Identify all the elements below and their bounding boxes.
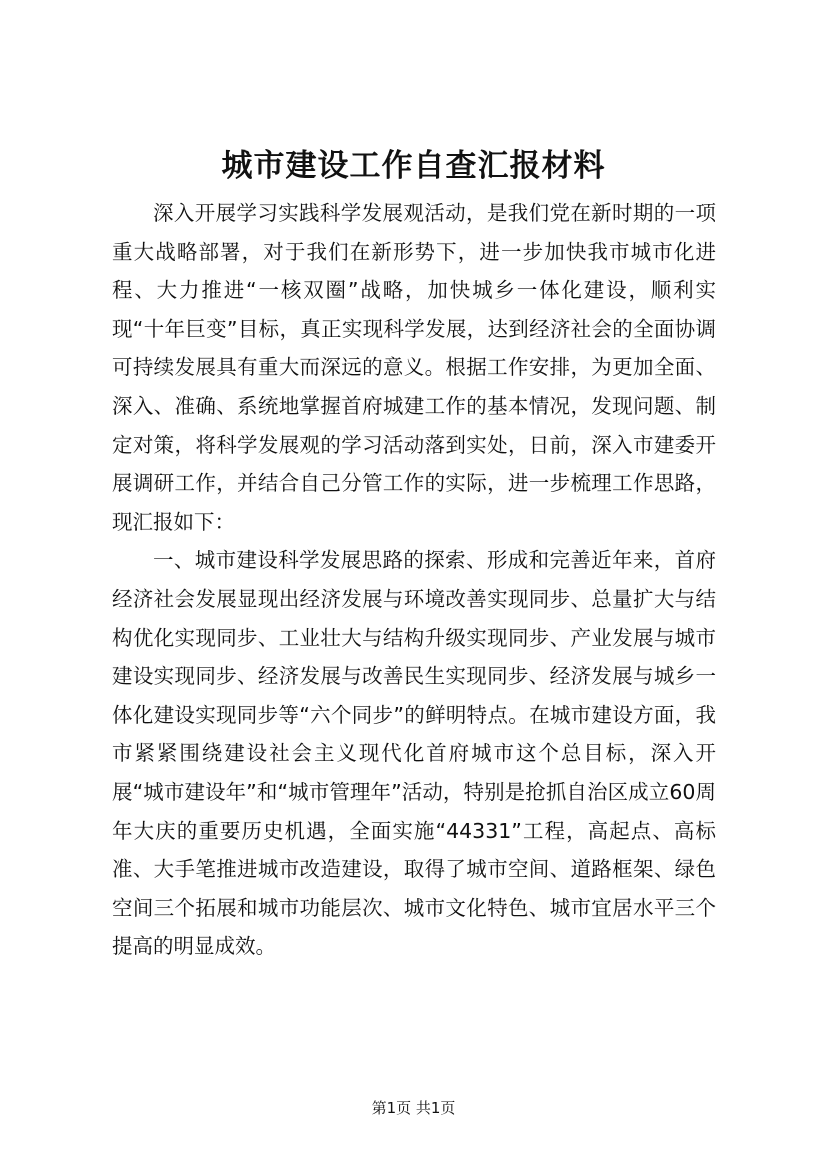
document-body [112,194,716,966]
document-title: 城市建设工作自查汇报材料 [221,148,606,184]
paragraph-section-one: 一、城市建设科学发展思路的探索、形成和完善近年来，首府经济社会发展显现出经济发展与环境改善实现同步、总量扩大与结构优化实现同步、工业壮大与结构升级实现同步、产业发展与城市建设实现同步、经济发展与改善民生实现同步、经济发展与城乡一体化建设实现同步等“六个同步”的鲜明特点。在城市建设方面，我市紧紧围绕建设社会主义现代化首府城市这个总目标，深入开展“城市建设年”和“城市管理年”活动，特别是抢抓自治区成立60周年大庆的重要历史机遇，全面实施“44331”工程，高起点、高标准、大手笔推进城市改造建设，取得了城市空间、道路框架、绿色空间三个拓展和城市功能层次、城市文化特色、城市宜居水平三个提高的明显成效。 [112,548,716,959]
paragraph-intro: 深入开展学习实践科学发展观活动，是我们党在新时期的一项重大战略部署，对于我们在新形势下，进一步加快我市城市化进程、大力推进“一核双圈”战略，加快城乡一体化建设，顺利实现“十年巨变”目标，真正实现科学发展，达到经济社会的全面协调可持续发展具有重大而深远的意义。根据工作安排，为更加全面、深入、准确、系统地掌握首府城建工作的基本情况，发现问题、制定对策，将科学发展观的学习活动落到实处，日前，深入市建委开展调研工作，并结合自己分管工作的实际，进一步梳理工作思路，现汇报如下： [112,201,716,534]
page-footer: 第1页 共1页 [371,1099,456,1117]
